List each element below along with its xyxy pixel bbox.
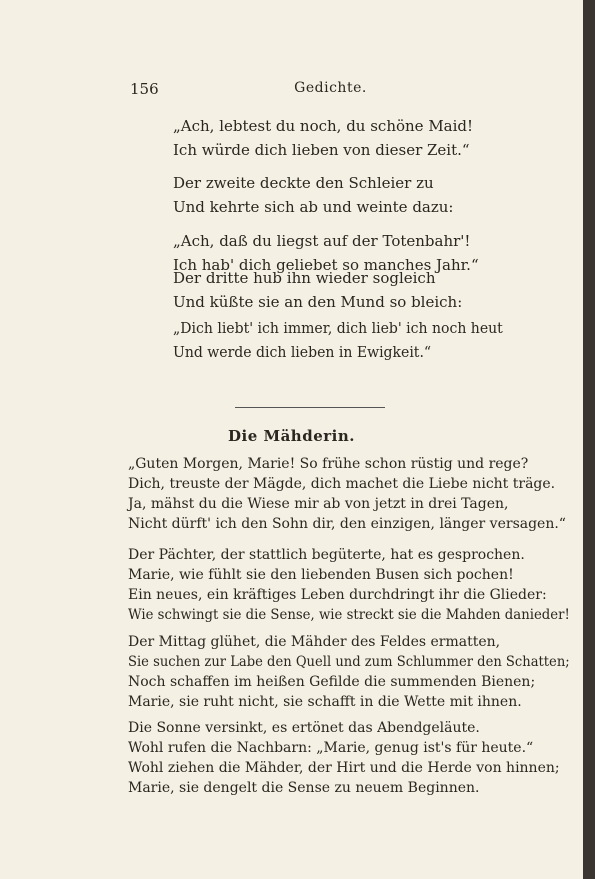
poem-line: Ja, mähst du die Wiese mir ab von jetzt in drei Tagen, <box>128 496 509 512</box>
poem-line: „Guten Morgen, Marie! So frühe schon rüstig und rege? <box>128 456 529 472</box>
poem-line: Noch schaffen im heißen Gefilde die summenden Bienen; <box>128 674 536 690</box>
poem-stanza <box>128 545 570 625</box>
stanza <box>173 114 473 162</box>
stanza <box>173 316 526 364</box>
poem-line: Nicht dürft' ich den Sohn dir, den einzigen, länger versagen.“ <box>128 516 566 532</box>
section-divider <box>235 407 385 408</box>
poem-line: Der Mittag glühet, die Mähder des Feldes ermatten, <box>128 634 501 650</box>
poem-stanza <box>128 632 570 712</box>
verse-line: Ich hab' dich geliebet so manches Jahr.“ <box>173 256 479 274</box>
verse-line: „Dich liebt' ich immer, dich lieb' ich noch heut <box>173 319 503 337</box>
running-title: Gedichte. <box>294 80 367 96</box>
poem-line: Wohl rufen die Nachbarn: „Marie, genug ist's für heute.“ <box>128 740 534 756</box>
poem-line: Marie, wie fühlt sie den liebenden Busen sich pochen! <box>128 567 514 583</box>
page-header <box>130 80 531 100</box>
poem-line: Wohl ziehen die Mähder, der Hirt und die Herde von hinnen; <box>128 760 560 776</box>
verse-line: Der dritte hub ihn wieder sogleich <box>173 269 436 287</box>
poem-line: Ein neues, ein kräftiges Leben durchdringt ihr die Glieder: <box>128 587 547 603</box>
verse-line: Der zweite deckte den Schleier zu <box>173 174 434 192</box>
page-number: 156 <box>130 80 159 98</box>
poem-line: Die Sonne versinkt, es ertönet das Abendgeläute. <box>128 720 480 736</box>
verse-line: Ich würde dich lieben von dieser Zeit.“ <box>173 141 470 159</box>
poem-line: Wie schwingt sie die Sense, wie streckt sie die Mahden danieder! <box>128 607 570 623</box>
page-edge <box>583 0 595 879</box>
poem-stanza <box>128 454 570 534</box>
verse-line: „Ach, daß du liegst auf der Totenbahr'! <box>173 232 471 250</box>
poem-title: Die Mähderin. <box>228 427 355 445</box>
stanza <box>173 266 462 314</box>
poem-line: Marie, sie dengelt die Sense zu neuem Beginnen. <box>128 780 480 796</box>
stanza <box>173 171 453 219</box>
poem-line: Sie suchen zur Labe den Quell und zum Schlummer den Schatten; <box>128 654 570 670</box>
verse-line: Und küßte sie an den Mund so bleich: <box>173 293 463 311</box>
verse-line: Und werde dich lieben in Ewigkeit.“ <box>173 343 432 361</box>
poem-line: Dich, treuste der Mägde, dich machet die Liebe nicht träge. <box>128 476 556 492</box>
poem-line: Der Pächter, der stattlich begüterte, hat es gesprochen. <box>128 547 525 563</box>
verse-line: Und kehrte sich ab und weinte dazu: <box>173 198 454 216</box>
poem-stanza <box>128 718 570 798</box>
poem-line: Marie, sie ruht nicht, sie schafft in die Wette mit ihnen. <box>128 694 522 710</box>
verse-line: „Ach, lebtest du noch, du schöne Maid! <box>173 117 474 135</box>
